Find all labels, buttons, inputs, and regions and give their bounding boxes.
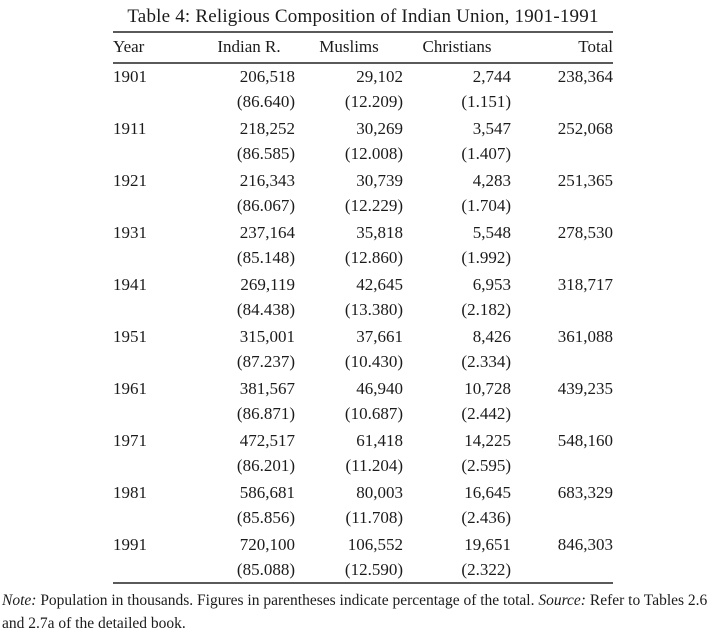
indian-r-value-cell: 315,001 [239, 326, 295, 346]
table-body [113, 63, 613, 583]
christians-value-cell: 19,651 [464, 534, 511, 554]
table-row-counts [113, 375, 613, 401]
year-cell-empty [113, 557, 203, 583]
total-value-cell: 318,717 [557, 274, 613, 294]
christians-value-cell: 8,426 [472, 326, 511, 346]
muslims-pct-cell: (12.008) [344, 144, 403, 163]
col-header-christians: Christians [403, 32, 511, 63]
note-label: Note: [2, 592, 37, 609]
year-cell: 1961 [113, 378, 147, 398]
total-value-cell: 439,235 [557, 378, 613, 398]
table-row-percentages [113, 141, 613, 167]
year-cell-empty [113, 193, 203, 219]
table-row-counts [113, 323, 613, 349]
total-pct-cell-empty [511, 141, 613, 167]
table-title: Table 4: Religious Composition of Indian Union, 1901-1991 [127, 6, 599, 27]
year-cell-empty [113, 297, 203, 323]
year-cell: 1931 [113, 222, 147, 242]
christians-value-cell: 2,744 [472, 67, 511, 86]
total-value-cell: 846,303 [557, 534, 613, 554]
table-row-counts [113, 115, 613, 141]
table-row-counts [113, 167, 613, 193]
table-row-percentages [113, 505, 613, 531]
col-header-muslims: Muslims [295, 32, 403, 63]
total-value-cell: 278,530 [557, 222, 613, 242]
total-value-cell: 548,160 [557, 430, 613, 450]
christians-value-cell: 10,728 [464, 378, 511, 398]
total-pct-cell-empty [511, 245, 613, 271]
indian-r-value-cell: 206,518 [239, 67, 295, 86]
year-cell: 1941 [113, 274, 147, 294]
christians-value-cell: 16,645 [464, 482, 511, 502]
total-pct-cell-empty [511, 401, 613, 427]
year-cell-empty [113, 89, 203, 115]
indian-r-pct-cell: (87.237) [236, 352, 295, 371]
year-cell-empty [113, 141, 203, 167]
table-row-counts [113, 427, 613, 453]
muslims-value-cell: 30,269 [356, 118, 403, 138]
total-value-cell: 251,365 [557, 170, 613, 190]
christians-value-cell: 3,547 [472, 118, 511, 138]
christians-pct-cell: (2.322) [461, 559, 511, 579]
table-row-percentages [113, 89, 613, 115]
muslims-pct-cell: (11.708) [345, 508, 403, 527]
indian-r-value-cell: 381,567 [239, 378, 295, 398]
christians-pct-cell: (2.334) [461, 352, 511, 371]
table-footnote [2, 589, 724, 635]
muslims-pct-cell: (10.687) [344, 404, 403, 423]
col-header-year: Year [113, 32, 203, 63]
indian-r-value-cell: 720,100 [239, 534, 295, 554]
table-wrap [113, 31, 613, 584]
indian-r-pct-cell: (86.067) [236, 196, 295, 215]
table-row-percentages [113, 453, 613, 479]
total-value-cell: 361,088 [557, 326, 613, 346]
indian-r-value-cell: 216,343 [239, 170, 295, 190]
christians-value-cell: 5,548 [472, 222, 511, 242]
table-row-counts [113, 531, 613, 557]
christians-pct-cell: (1.992) [461, 248, 511, 267]
muslims-pct-cell: (12.229) [344, 196, 403, 215]
year-cell: 1911 [113, 118, 147, 138]
christians-value-cell: 4,283 [472, 170, 511, 190]
year-cell-empty [113, 453, 203, 479]
total-pct-cell-empty [511, 89, 613, 115]
total-pct-cell-empty [511, 349, 613, 375]
indian-r-value-cell: 472,517 [239, 430, 295, 450]
table-row-percentages [113, 245, 613, 271]
total-value-cell: 683,329 [557, 482, 613, 502]
source-text: Refer to Tables 2.6 and 2.7a of the detailed book. [2, 592, 708, 632]
muslims-value-cell: 106,552 [347, 534, 403, 554]
indian-r-pct-cell: (84.438) [236, 300, 295, 319]
christians-pct-cell: (1.151) [461, 92, 511, 111]
total-pct-cell-empty [511, 505, 613, 531]
year-cell-empty [113, 245, 203, 271]
table-row-percentages [113, 297, 613, 323]
year-cell: 1921 [113, 170, 147, 190]
indian-r-value-cell: 586,681 [239, 482, 295, 502]
indian-r-pct-cell: (85.856) [236, 508, 295, 527]
indian-r-pct-cell: (86.640) [236, 92, 295, 111]
christians-pct-cell: (2.182) [461, 300, 511, 319]
indian-r-value-cell: 237,164 [239, 222, 295, 242]
table-row-percentages [113, 349, 613, 375]
muslims-value-cell: 61,418 [356, 430, 403, 450]
indian-r-value-cell: 269,119 [240, 274, 295, 294]
muslims-pct-cell: (13.380) [344, 300, 403, 319]
note-text: Population in thousands. Figures in parentheses indicate percentage of the total. [36, 592, 539, 609]
muslims-pct-cell: (12.860) [344, 248, 403, 267]
muslims-value-cell: 37,661 [356, 326, 403, 346]
christians-pct-cell: (1.704) [461, 196, 511, 215]
col-header-indian-r: Indian R. [203, 32, 295, 63]
year-cell-empty [113, 401, 203, 427]
christians-value-cell: 6,953 [472, 274, 511, 294]
table-row-counts [113, 271, 613, 297]
indian-r-pct-cell: (85.148) [236, 248, 295, 267]
muslims-pct-cell: (12.209) [344, 92, 403, 111]
year-cell: 1951 [113, 326, 147, 346]
muslims-pct-cell: (10.430) [344, 352, 403, 371]
table-row-percentages [113, 401, 613, 427]
total-value-cell: 238,364 [557, 67, 613, 86]
col-header-total: Total [511, 32, 613, 63]
indian-r-pct-cell: (86.871) [236, 404, 295, 423]
table-row-counts [113, 479, 613, 505]
table-row-percentages [113, 193, 613, 219]
year-cell-empty [113, 505, 203, 531]
year-cell-empty [113, 349, 203, 375]
indian-r-pct-cell: (86.585) [236, 144, 295, 163]
christians-pct-cell: (2.436) [461, 508, 511, 527]
christians-value-cell: 14,225 [464, 430, 511, 450]
header-row [113, 32, 613, 63]
total-pct-cell-empty [511, 297, 613, 323]
muslims-value-cell: 42,645 [356, 274, 403, 294]
total-pct-cell-empty [511, 453, 613, 479]
table-row-counts [113, 219, 613, 245]
total-pct-cell-empty [511, 193, 613, 219]
total-pct-cell-empty [511, 557, 613, 583]
muslims-pct-cell: (11.204) [345, 456, 403, 475]
total-value-cell: 252,068 [557, 118, 613, 138]
muslims-value-cell: 30,739 [356, 170, 403, 190]
indian-r-pct-cell: (85.088) [236, 559, 295, 579]
muslims-value-cell: 35,818 [356, 222, 403, 242]
indian-r-pct-cell: (86.201) [236, 456, 295, 475]
source-label: Source: [538, 592, 586, 609]
indian-r-value-cell: 218,252 [239, 118, 295, 138]
table-row-percentages [113, 557, 613, 583]
christians-pct-cell: (2.595) [461, 456, 511, 475]
christians-pct-cell: (1.407) [461, 144, 511, 163]
table-row-counts [113, 63, 613, 89]
muslims-value-cell: 46,940 [356, 378, 403, 398]
year-cell: 1981 [113, 482, 147, 502]
muslims-value-cell: 29,102 [356, 67, 403, 86]
year-cell: 1901 [113, 67, 147, 86]
muslims-pct-cell: (12.590) [344, 559, 403, 579]
year-cell: 1991 [113, 534, 147, 554]
christians-pct-cell: (2.442) [461, 404, 511, 423]
religious-composition-table [113, 31, 613, 584]
muslims-value-cell: 80,003 [356, 482, 403, 502]
year-cell: 1971 [113, 430, 147, 450]
